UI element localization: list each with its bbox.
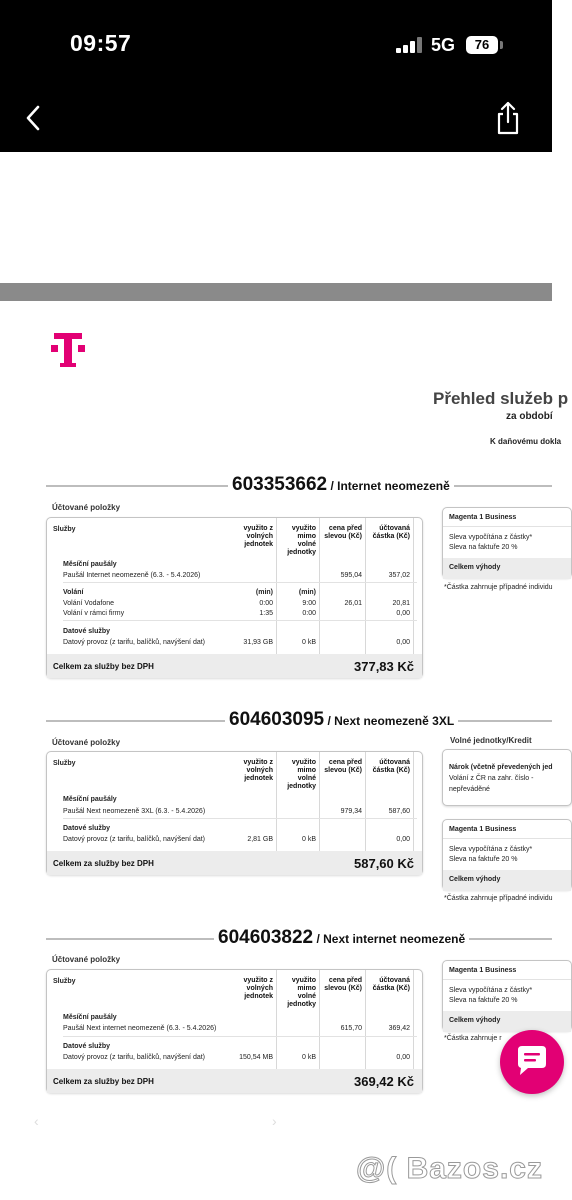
row-group-monthly: Měsíční paušály bbox=[63, 1014, 117, 1021]
cell-used-free: 0:00 bbox=[259, 600, 273, 607]
magenta-title: Magenta 1 Business bbox=[449, 967, 517, 974]
cell-charged: 587,60 bbox=[388, 808, 410, 815]
col-used-free: využito z volných jednotek bbox=[243, 759, 273, 782]
magenta-box bbox=[442, 819, 572, 890]
signal-icon bbox=[396, 37, 424, 53]
document-period: za období bbox=[506, 411, 553, 422]
back-chevron-icon[interactable] bbox=[22, 104, 44, 132]
calls-unit-2: (min) bbox=[298, 589, 316, 596]
cell-charged: 369,42 bbox=[388, 1025, 410, 1032]
cell-charged: 0,00 bbox=[396, 610, 410, 617]
section-header bbox=[214, 927, 469, 949]
cell-price: 615,70 bbox=[340, 1025, 362, 1032]
row-data-item: Datový provoz (z tarifu, balíčků, navýšení dat) bbox=[63, 639, 206, 646]
cell-charged: 0,00 bbox=[396, 836, 410, 843]
section-header bbox=[228, 474, 454, 496]
benefits-total: Celkem výhody bbox=[449, 1017, 501, 1024]
magenta-title: Magenta 1 Business bbox=[449, 826, 517, 833]
benefits-total: Celkem výhody bbox=[449, 564, 501, 571]
total-label: Celkem za služby bez DPH bbox=[53, 859, 154, 868]
telekom-logo-icon bbox=[50, 328, 86, 368]
free-units-box bbox=[442, 749, 572, 806]
chat-icon bbox=[500, 1030, 564, 1094]
benefits-total: Celkem výhody bbox=[449, 876, 501, 883]
phone-number: 603353662 bbox=[232, 474, 328, 495]
col-services: Služby bbox=[53, 760, 76, 767]
cell-charged: 357,02 bbox=[388, 572, 410, 579]
services-card bbox=[46, 517, 423, 678]
unrated-label: nepřeváděné bbox=[449, 786, 490, 793]
col-services: Služby bbox=[53, 978, 76, 985]
phone-number: 604603095 bbox=[229, 709, 325, 730]
total-bar bbox=[47, 654, 422, 678]
cell-charged: 20,81 bbox=[392, 600, 410, 607]
cell-used-outside: 0:00 bbox=[302, 610, 316, 617]
prev-page-arrow-icon[interactable]: ‹ bbox=[34, 1113, 39, 1129]
row-monthly-item: Paušál Next internet neomezeně (6.3. - 5.4.2026) bbox=[63, 1025, 217, 1032]
cell-price: 26,01 bbox=[344, 600, 362, 607]
col-used-outside: využito mimo volné jednotky bbox=[287, 759, 316, 790]
plan-name: / Next internet neomezeně bbox=[313, 932, 466, 946]
services-card bbox=[46, 751, 423, 875]
total-bar bbox=[47, 1069, 422, 1093]
phone-number: 604603822 bbox=[218, 927, 314, 948]
col-charged: účtovaná částka (Kč) bbox=[372, 977, 410, 992]
col-used-free: využito z volných jednotek bbox=[243, 977, 273, 1000]
row-data-item: Datový provoz (z tarifu, balíčků, navýšení dat) bbox=[63, 1054, 206, 1061]
cell-price: 595,04 bbox=[340, 572, 362, 579]
discount-invoice: Sleva na faktuře 20 % bbox=[449, 544, 518, 551]
total-bar bbox=[47, 851, 422, 875]
col-price-before: cena před slevou (Kč) bbox=[324, 977, 362, 992]
col-used-outside: využito mimo volné jednotky bbox=[287, 977, 316, 1008]
discount-from: Sleva vypočítána z částky* bbox=[449, 987, 533, 994]
footnote: *Částka zahrnuje r bbox=[444, 1035, 502, 1042]
row-group-calls: Volání bbox=[63, 589, 84, 596]
row-group-data: Datové služby bbox=[63, 1043, 111, 1050]
footnote: *Částka zahrnuje případné individu bbox=[444, 584, 553, 591]
top-bar bbox=[0, 0, 552, 152]
services-card bbox=[46, 969, 423, 1093]
row-monthly-item: Paušál Internet neomezeně (6.3. - 5.4.2026) bbox=[63, 572, 201, 579]
chat-button[interactable] bbox=[500, 1030, 564, 1094]
row-call-item: Volání v rámci firmy bbox=[63, 610, 125, 617]
col-price-before: cena před slevou (Kč) bbox=[324, 525, 362, 540]
cell-used-free: 31,93 GB bbox=[243, 639, 273, 646]
plan-name: / Next neomezeně 3XL bbox=[324, 714, 455, 728]
cell-used-outside: 0 kB bbox=[301, 639, 316, 646]
claim-label: Nárok (včetně převedených jed bbox=[449, 764, 553, 771]
next-page-arrow-icon[interactable]: › bbox=[272, 1113, 277, 1129]
row-call-item: Volání Vodafone bbox=[63, 600, 114, 607]
magenta-box bbox=[442, 960, 572, 1031]
discount-from: Sleva vypočítána z částky* bbox=[449, 534, 533, 541]
cell-used-outside: 0 kB bbox=[301, 836, 316, 843]
discount-invoice: Sleva na faktuře 20 % bbox=[449, 856, 518, 863]
cell-price: 979,34 bbox=[340, 808, 362, 815]
discount-invoice: Sleva na faktuře 20 % bbox=[449, 997, 518, 1004]
cell-used-outside: 9:00 bbox=[302, 600, 316, 607]
row-group-data: Datové služby bbox=[63, 825, 111, 832]
col-services: Služby bbox=[53, 526, 76, 533]
section-label: Účtované položky bbox=[52, 738, 121, 747]
battery-icon: 76 bbox=[466, 36, 498, 54]
discount-from: Sleva vypočítána z částky* bbox=[449, 846, 533, 853]
bazos-watermark: @( Bazos.cz bbox=[356, 1152, 543, 1185]
col-price-before: cena před slevou (Kč) bbox=[324, 759, 362, 774]
col-charged: účtovaná částka (Kč) bbox=[372, 525, 410, 540]
row-group-data: Datové služby bbox=[63, 628, 111, 635]
cell-charged: 0,00 bbox=[396, 1054, 410, 1061]
total-value: 587,60 Kč bbox=[354, 856, 414, 871]
document-title: Přehled služeb p bbox=[433, 389, 569, 408]
total-value: 377,83 Kč bbox=[354, 659, 414, 674]
row-group-monthly: Měsíční paušály bbox=[63, 796, 117, 803]
cell-used-free: 1:35 bbox=[259, 610, 273, 617]
footnote: *Částka zahrnuje případné individu bbox=[444, 895, 553, 902]
row-monthly-item: Paušál Next neomezeně 3XL (6.3. - 5.4.2026) bbox=[63, 808, 206, 815]
section-label: Účtované položky bbox=[52, 503, 121, 512]
total-value: 369,42 Kč bbox=[354, 1074, 414, 1089]
calls-from-cz: Volání z ČR na zahr. číslo - bbox=[449, 775, 534, 782]
cell-used-free: 150,54 MB bbox=[239, 1054, 273, 1061]
network-type: 5G bbox=[431, 35, 456, 55]
total-label: Celkem za služby bez DPH bbox=[53, 1077, 154, 1086]
magenta-box bbox=[442, 507, 572, 578]
cell-used-free: 2,81 GB bbox=[247, 836, 273, 843]
magenta-title: Magenta 1 Business bbox=[449, 514, 517, 521]
cell-charged: 0,00 bbox=[396, 639, 410, 646]
free-units-label: Volné jednotky/Kredit bbox=[450, 736, 532, 745]
col-used-free: využito z volných jednotek bbox=[243, 525, 273, 548]
viewer-divider bbox=[0, 283, 552, 301]
col-used-outside: využito mimo volné jednotky bbox=[287, 525, 316, 556]
section-header bbox=[225, 709, 458, 731]
plan-name: / Internet neomezeně bbox=[327, 479, 450, 493]
col-charged: účtovaná částka (Kč) bbox=[372, 759, 410, 774]
battery-tip bbox=[500, 41, 503, 49]
total-label: Celkem za služby bez DPH bbox=[53, 662, 154, 671]
tax-document-note: K daňovému dokla bbox=[490, 437, 562, 446]
share-icon[interactable] bbox=[494, 100, 522, 136]
section-label: Účtované položky bbox=[52, 955, 121, 964]
cell-used-outside: 0 kB bbox=[301, 1054, 316, 1061]
calls-unit-1: (min) bbox=[255, 589, 273, 596]
row-group-monthly: Měsíční paušály bbox=[63, 561, 117, 568]
status-time: 09:57 bbox=[70, 30, 132, 56]
row-data-item: Datový provoz (z tarifu, balíčků, navýšení dat) bbox=[63, 836, 206, 843]
